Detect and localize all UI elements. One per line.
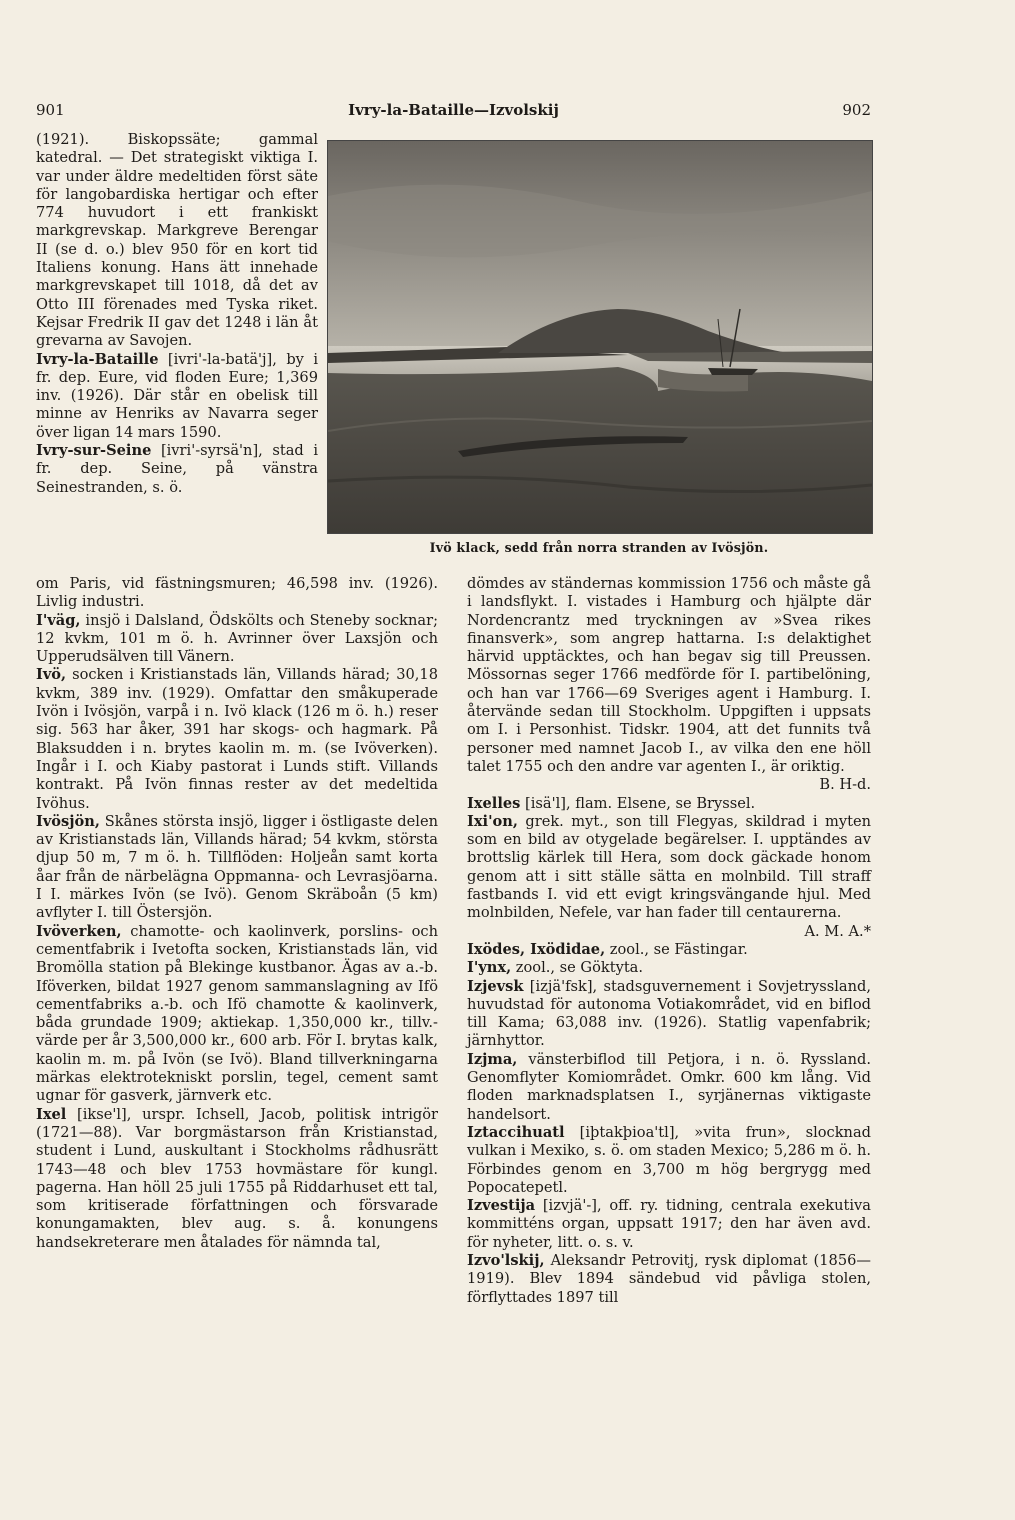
headword: I'ynx, <box>467 959 512 977</box>
entry-iztaccihuatl <box>467 1124 871 1197</box>
entry-ivry-sur-seine <box>36 442 318 497</box>
entry-text: [isä'l], flam. Elsene, se Bryssel. <box>520 794 756 812</box>
entry-text: [izjä'fsk], stadsguvernement i Sovjetryssland, huvudstad för autonoma Votiakområdet, vid en biflod till Kama; 63,088 inv. (1926). Statlig vapenfabrik; järnhyttor. <box>467 977 871 1050</box>
headword: Ivöverken, <box>36 922 122 940</box>
entry-izvolskij <box>467 1252 871 1307</box>
photo-landscape-image <box>328 141 872 533</box>
column-lower-left <box>36 575 438 1252</box>
entry-ivosjon <box>36 813 438 923</box>
entry-ixion <box>467 813 871 941</box>
entry-ixelles <box>467 795 871 813</box>
headword: Ixödes, Ixödidae, <box>467 940 606 958</box>
entry-iynx <box>467 959 871 977</box>
entry-text: Skånes största insjö, ligger i östligaste delen av Kristianstads län, Villands härad; 54 kvkm, största djup 50 m, 7 m ö. h. Tillflöden: Holjeån samt korta åar från de närbelägna Oppmanna- och Levrasjöarna. I I. märkes Ivön (se Ivö). Genom Skräboån (5 km) avflyter I. till Östersjön. <box>36 812 438 922</box>
entry-ivag <box>36 612 438 667</box>
entry-text: zool., se Göktyta. <box>511 959 644 977</box>
headword: Ivry-sur-Seine <box>36 442 152 460</box>
headword: Izvo'lskij, <box>467 1251 545 1269</box>
entry-text: socken i Kristianstads län, Villands härad; 30,18 kvkm, 389 inv. (1929). Omfattar den småkuperade Ivön i Ivösjön, varpå i n. Ivö klack (126 m ö. h.) reser sig. 563 har åker, 391 har skogs- och hagmark. På Blaksudden i n. brytes kaolin m. m. (se Ivöverken). Ingår i I. och Kiaby pastorat i Lunds stift. Villands kontrakt. På Ivön finnas rester av det medeltida Ivöhus. <box>36 666 438 812</box>
lake-photograph <box>327 140 873 534</box>
column-upper-left <box>36 131 318 497</box>
headword: Ixel <box>36 1105 67 1123</box>
headword: Iztaccihuatl <box>467 1123 565 1141</box>
entry-text: [ivri'-la-batä'j], by i fr. dep. Eure, vid floden Eure; 1,369 inv. (1926). Där står en obelisk till minne av Henriks av Navarra seger över ligan 14 mars 1590. <box>36 350 318 441</box>
entry-text: [izvjä'-], off. ry. tidning, centrala exekutiva kommitténs organ, uppsatt 1917; den har även avd. för nyheter, litt. o. s. v. <box>467 1197 871 1251</box>
entry-text: insjö i Dalsland, Ödskölts och Steneby socknar; 12 kvkm, 101 m ö. h. Avrinner över Laxsjön och Upperudsälven till Vänern. <box>36 611 438 666</box>
entry-izvestija <box>467 1197 871 1252</box>
page-number-left: 901 <box>36 101 65 119</box>
headword: Ixelles <box>467 794 521 812</box>
headword: Ivry-la-Bataille <box>36 350 159 368</box>
headword: Ivö, <box>36 666 67 684</box>
headword: Ixi'on, <box>467 812 518 830</box>
entry-text: chamotte- och kaolinverk, porslins- och cementfabrik i Ivetofta socken, Kristianstads län, vid Bromölla station på Blekinge kustbanor. Ägas av a.-b. Iföverken, bildat 1927 genom sammanslagning av Ifö cementfabriks a.-b. och Ifö chamotte & kaolinverk, båda grundade 1909; aktiekap. 1,350,000 kr., tillv.-värde per år 3,500,000 kr., 600 arb. För I. brytas kalk, kaolin m. m. på Ivön (se Ivö). Bland tillverkningarna märkas elektrotekniskt porslin, tegel, cement samt ugnar för gasverk, järnverk etc. <box>36 922 439 1105</box>
entry-ivoverken <box>36 923 438 1106</box>
entry-text: [ikse'l], urspr. Ichsell, Jacob, politisk intrigör (1721—88). Var borgmästarson från Kristianstad, student i Lund, auskultant i Stockholms rådhusrätt 1743—48 och blev 1753 hovmästare för kungl. pagerna. Han höll 25 juli 1755 på Riddarhuset ett tal, som kritiserade författningen och försvarade konungamakten, blev aug. s. å. konungens handsekreterare men åtalades för nämnda tal, <box>36 1105 438 1251</box>
author-signature: B. H-d. <box>819 776 871 794</box>
entry-ixel-continued <box>467 575 871 795</box>
entry-text: zool., se Fästingar. <box>605 940 748 958</box>
author-signature: A. M. A.* <box>804 922 871 940</box>
page-number-right: 902 <box>842 101 871 119</box>
entry-ixodes <box>467 941 871 959</box>
entry-ixel <box>36 1106 438 1252</box>
entry-ivry-la-bataille <box>36 351 318 442</box>
running-title: Ivry-la-Bataille—Izvolskij <box>348 101 559 119</box>
column-lower-right <box>467 575 871 1307</box>
entry-text: [ivri'-syrsä'n], stad i fr. dep. Seine, på vänstra Seinestranden, s. ö. <box>36 442 318 496</box>
headword: Izvestija <box>467 1197 536 1215</box>
headword: I'väg, <box>36 611 81 629</box>
entry-text: dömdes av ständernas kommission 1756 och måste gå i landsflykt. I. vistades i Hamburg och hjälpte där Nordencrantz med tryckningen av »Svea rikes finansverk», som angrep hattarna. I:s delaktighet härvid upptäcktes, och han begav sig till Preussen. Mössornas seger 1766 medförde för I. partibelöning, och han var 1766—69 Sveriges agent i Hamburg. I. återvände sedan till Stockholm. Uppgiften i uppsats om I. i Personhist. Tidskr. 1904, att det funnits två personer med namnet Jacob I., av vilka den ene höll talet 1755 och den andre var agenten I., är oriktig. <box>467 575 871 775</box>
entry-text: Aleksandr Petrovitj, rysk diplomat (1856—1919). Blev 1894 sändebud vid påvliga stolen, förflyttades 1897 till <box>467 1251 871 1306</box>
entry-ivry-sur-seine-continued: om Paris, vid fästningsmuren; 46,598 inv. (1926). Livlig industri. <box>36 575 438 611</box>
entry-text: vänsterbiflod till Petjora, i n. ö. Ryssland. Genomflyter Komiområdet. Omkr. 600 km lång. Vid floden marknadsplatsen I., syrjänernas viktigaste handelsort. <box>467 1050 871 1123</box>
headword: Izjevsk <box>467 977 524 995</box>
photo-caption: Ivö klack, sedd från norra stranden av Ivösjön. <box>429 540 769 555</box>
entry-text: grek. myt., son till Flegyas, skildrad i myten som en bild av otygelade begärelser. I. upptändes av brottslig kärlek till Hera, som dock gäckade honom genom att i sitt ställe sätta en molnbild. Till straff fastbands I. vid ett evigt kringsvängande hjul. Med molnbilden, Nefele, var han fader till centaurerna. <box>467 812 871 922</box>
entry-ivrea-continued: (1921). Biskopssäte; gammal katedral. — Det strategiskt viktiga I. var under äldre medeltiden först säte för langobardiska hertigar och efter 774 huvudort i ett frankiskt markgrevskap. Markgreve Berengar II (se d. o.) blev 950 för en kort tid Italiens konung. Hans ätt innehade markgrevskapet till 1018, då det av Otto III förenades med Tyska riket. Kejsar Fredrik II gav det 1248 i län åt grevarna av Savojen. <box>36 131 318 350</box>
entry-izjma <box>467 1051 871 1124</box>
page-header <box>36 101 871 125</box>
headword: Ivösjön, <box>36 812 100 830</box>
entry-izjevsk <box>467 978 871 1051</box>
entry-text: [iþtakþioa'tl], »vita frun», slocknad vulkan i Mexiko, s. ö. om staden Mexico; 5,286 m ö. h. Förbindes genom en 3,700 m hög bergrygg med Popocatepetl. <box>467 1123 871 1196</box>
entry-ivo <box>36 666 438 812</box>
headword: Izjma, <box>467 1050 518 1068</box>
